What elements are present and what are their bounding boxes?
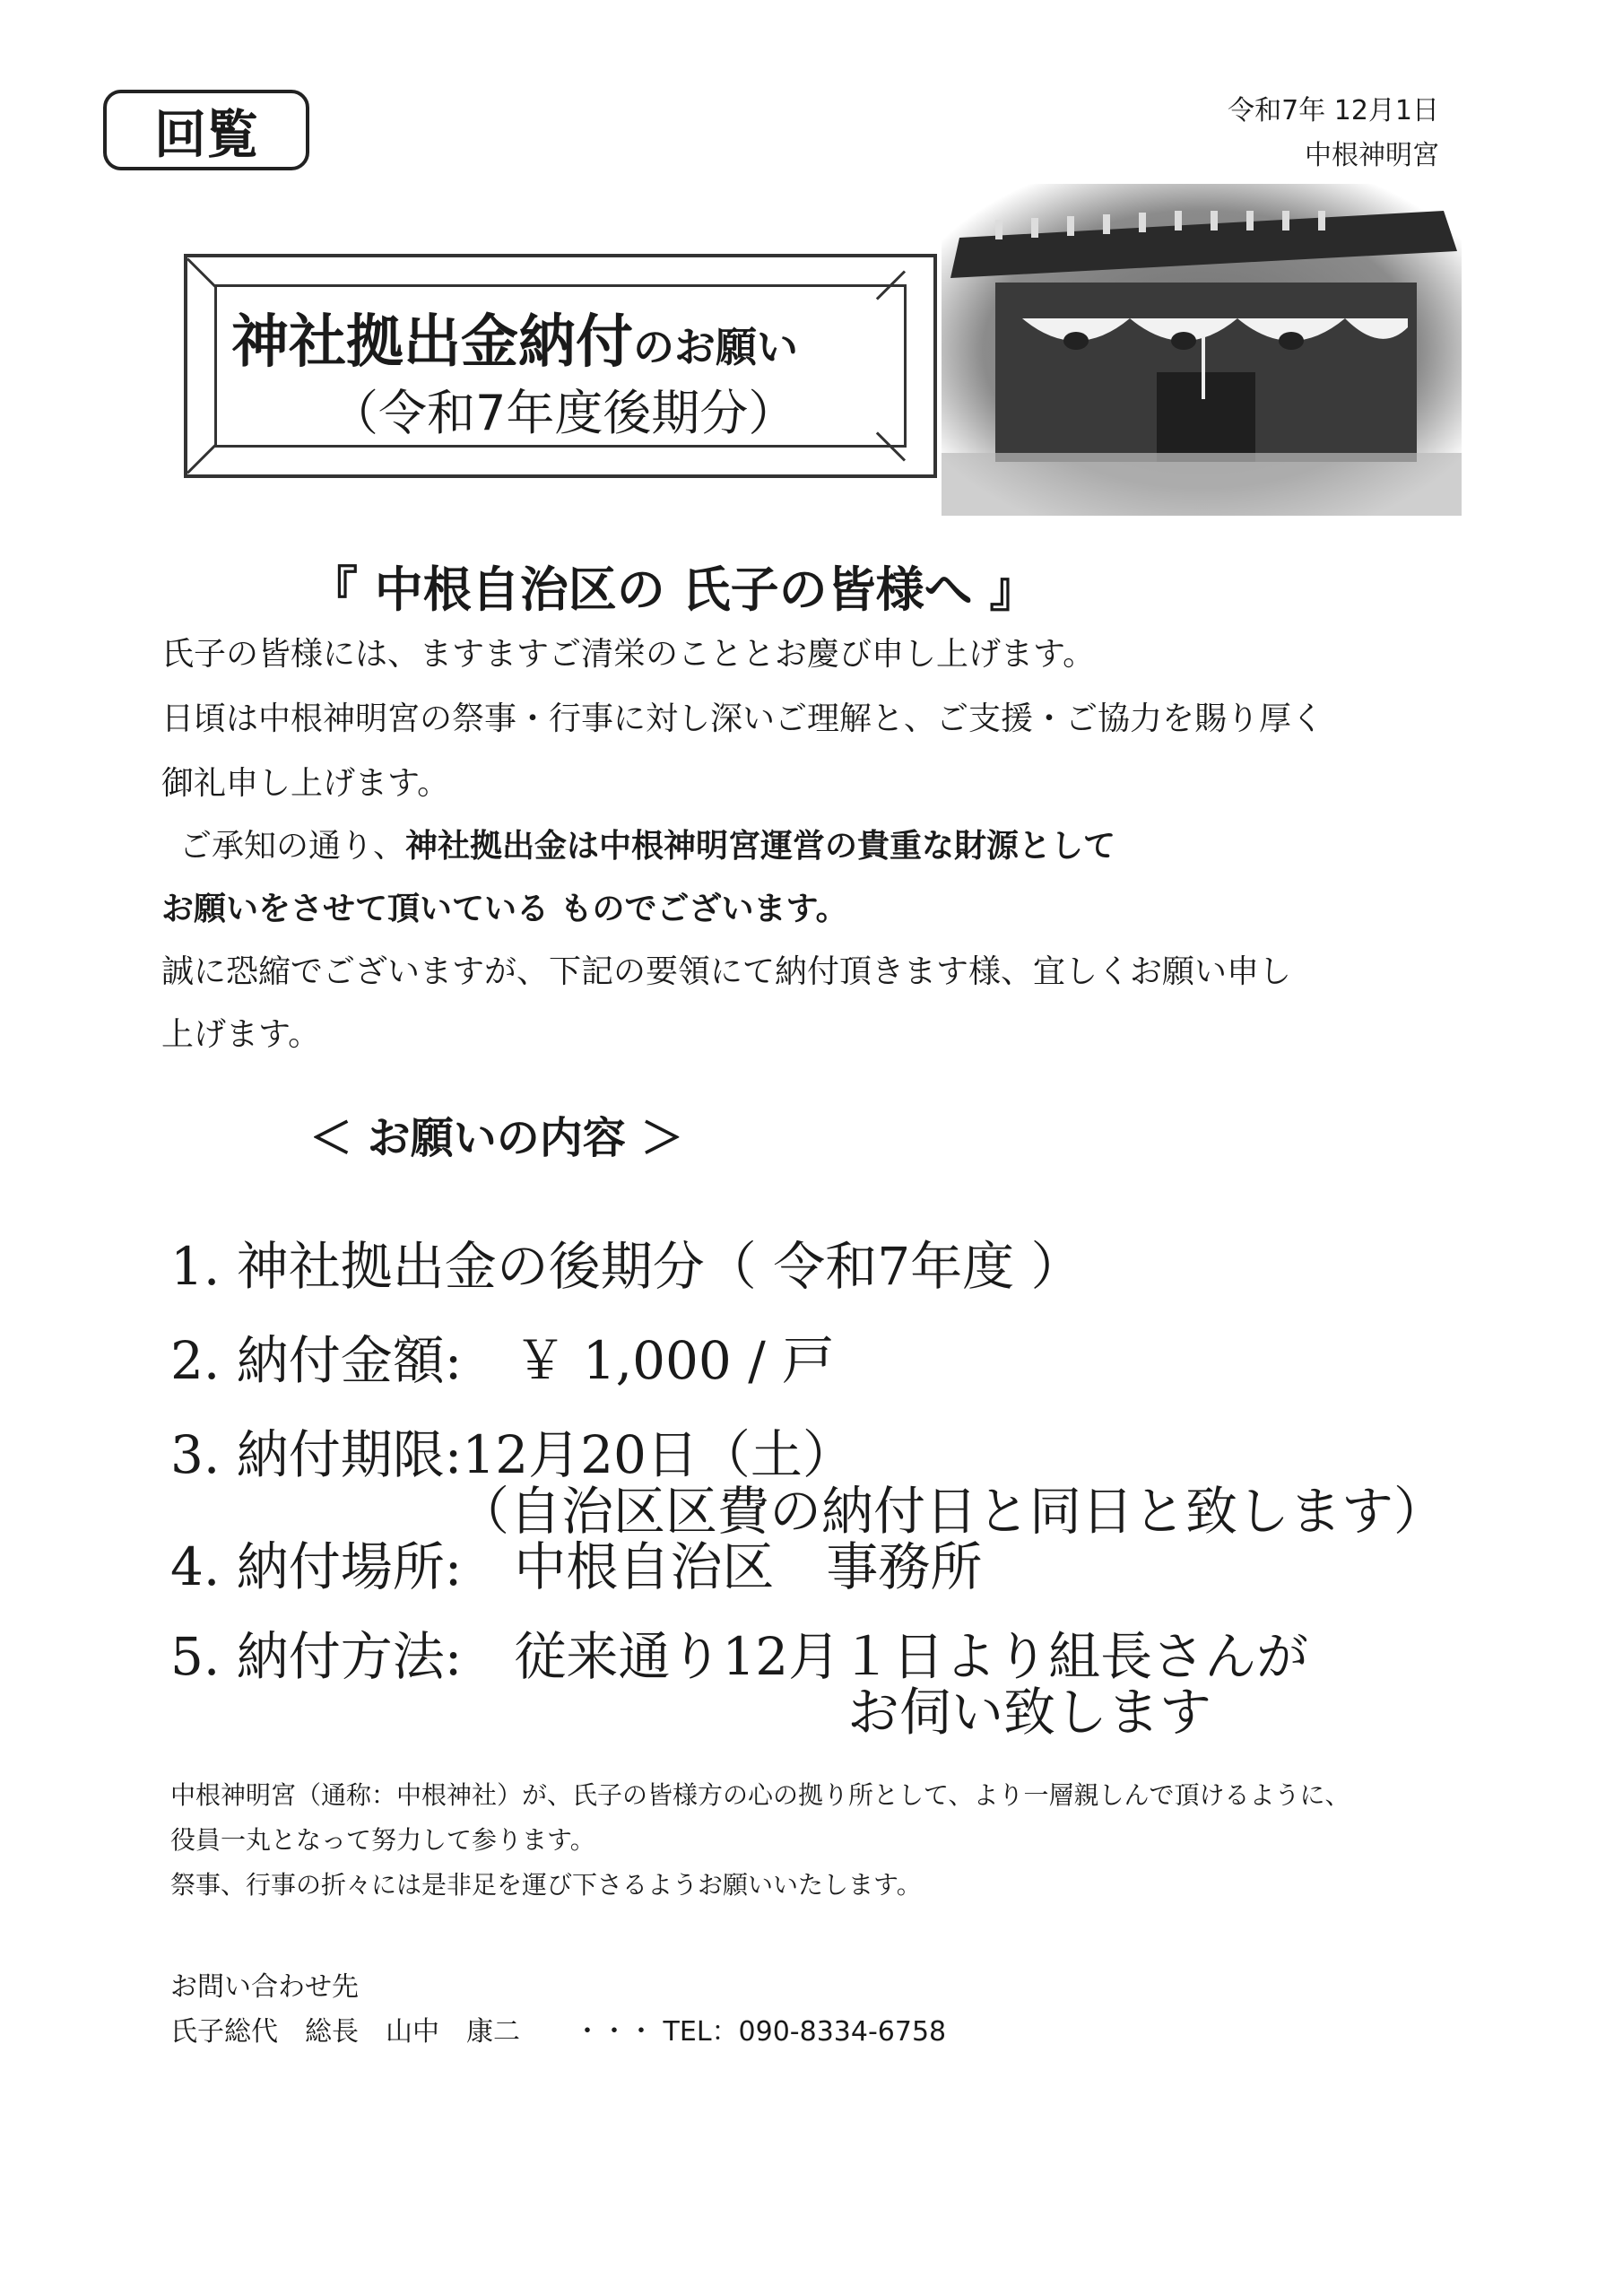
list-item: 5. 納付方法: 従来通り12月１日より組長さんが [170,1626,1309,1687]
body-line: 氏子の皆様には、ますますご清栄のこととお慶び申し上げます。 [161,636,1096,673]
frame-corner [187,444,216,474]
body-emphasis: 神社拠出金は中根神明宮運営の貴重な財源として [405,828,1116,865]
section-heading: ＜ お願いの内容 ＞ [309,1113,684,1163]
contact-label: お問い合わせ先 [170,1971,359,2003]
closing-line: 祭事、行事の折々には是非足を運び下さるようお願いいたします。 [170,1870,922,1900]
issuer-name: 中根神明宮 [1305,140,1439,171]
contact-person: 氏子総代 総長 山中 康二 ・・・ TEL：090-8334-6758 [170,2016,947,2048]
body-line: 御礼申し上げます。 [161,765,450,802]
list-item-note: （自治区区費の納付日と同日と致します） [457,1481,1446,1542]
circulation-stamp: 回覧 [103,90,309,170]
frame-corner [187,257,216,287]
title-main-text: 神社拠出金納付 [231,309,633,376]
body-line: 日頃は中根神明宮の祭事・行事に対し深いご理解と、ご支援・ご協力を賜り厚く [161,700,1324,737]
body-line [179,828,1116,865]
list-item: 3. 納付期限:12月20日（土） [170,1424,855,1485]
issue-date: 令和7年 12月1日 [1228,95,1439,126]
list-item: 2. 納付金額: ￥ 1,000 / 戸 [170,1330,835,1391]
list-item: 4. 納付場所: 中根自治区 事務所 [170,1536,983,1597]
list-item-note: お伺い致します [847,1682,1212,1743]
body-text: ご承知の通り、 [179,828,406,865]
body-line: 誠に恐縮でございますが、下記の要領にて納付頂きます様、宜しくお願い申し [161,953,1292,990]
salutation-heading: 『 中根自治区の 氏子の皆様へ 』 [309,561,1038,618]
title-suffix: のお願い [633,323,798,371]
closing-line: 役員一丸となって努力して参ります。 [170,1825,595,1855]
body-line: 上げます。 [161,1016,321,1053]
body-emphasis: お願いをさせて頂いている ものでございます。 [161,891,848,927]
list-item: 1. 神社拠出金の後期分（ 令和7年度 ） [170,1236,1083,1297]
closing-line: 中根神明宮（通称：中根神社）が、氏子の皆様方の心の拠り所として、より一層親しんで頂けるように、 [170,1780,1350,1810]
shrine-photo-icon [942,184,1462,516]
document-title [231,296,798,378]
document-subtitle: （令和7年度後期分） [330,385,797,441]
